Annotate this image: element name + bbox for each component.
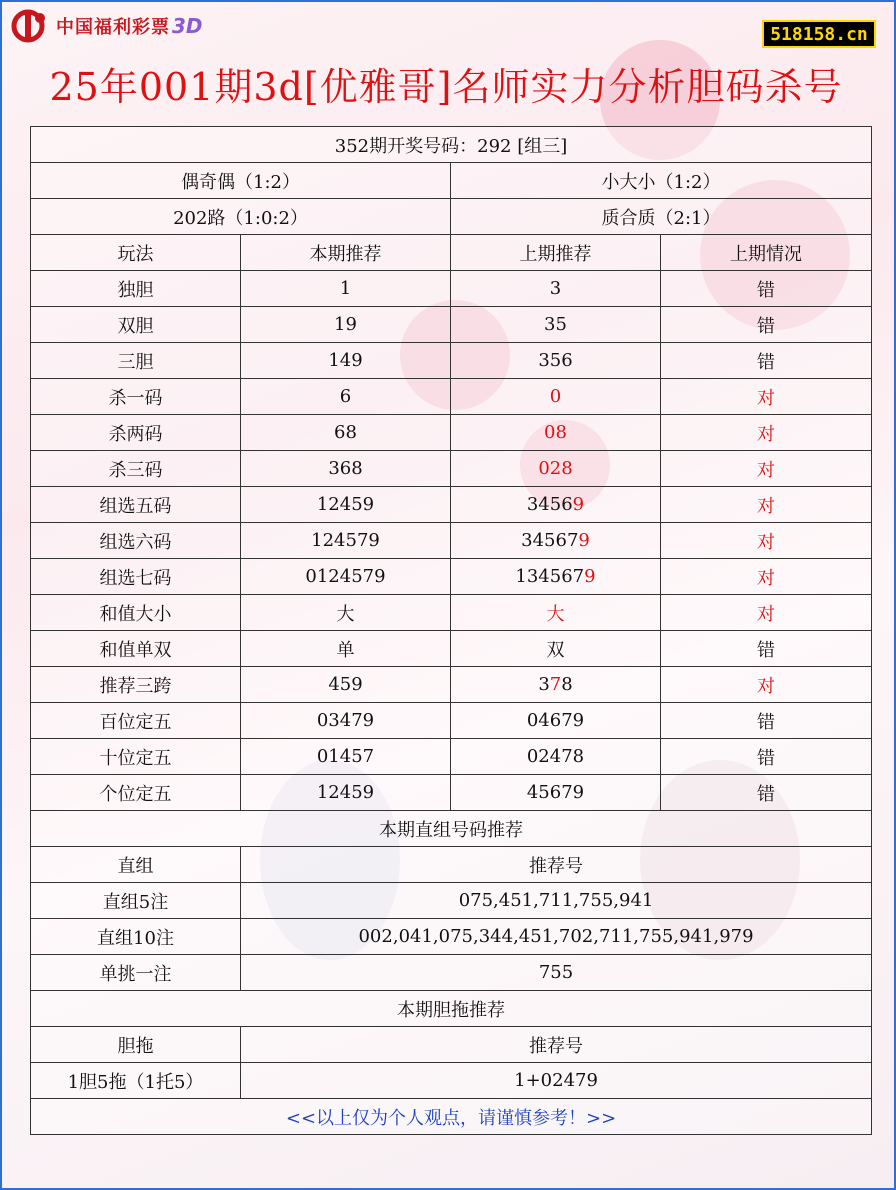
table-row [31, 307, 872, 343]
previous-pick-segment: 02478 [526, 746, 585, 767]
table-row [31, 451, 872, 487]
play-name: 直组5注 [31, 883, 241, 919]
draw-result: 352期开奖号码：292 [组三] [31, 127, 872, 163]
previous-result: 对 [661, 379, 872, 415]
previous-pick-segment: 3 [538, 674, 550, 695]
table-row [31, 919, 872, 955]
previous-pick-segment: 134567 [515, 566, 585, 587]
play-name: 组选五码 [31, 487, 241, 523]
previous-pick [451, 667, 661, 703]
draw-row [31, 127, 872, 163]
play-name: 直组10注 [31, 919, 241, 955]
table-row [31, 343, 872, 379]
lottery-logo-icon [10, 8, 50, 44]
previous-pick-segment: 9 [578, 530, 590, 551]
previous-result: 对 [661, 415, 872, 451]
previous-pick-segment: 08 [544, 422, 567, 443]
recommended-numbers: 002,041,075,344,451,702,711,755,941,979 [241, 919, 872, 955]
recommended-numbers: 1+02479 [241, 1063, 872, 1099]
previous-pick [451, 523, 661, 559]
play-name: 杀两码 [31, 415, 241, 451]
previous-pick-segment: 34567 [521, 530, 579, 551]
play-name: 单挑一注 [31, 955, 241, 991]
section-title: 本期直组号码推荐 [31, 811, 872, 847]
play-name: 推荐三跨 [31, 667, 241, 703]
previous-pick [451, 595, 661, 631]
play-name: 组选七码 [31, 559, 241, 595]
table-row [31, 415, 872, 451]
previous-pick [451, 559, 661, 595]
previous-pick [451, 703, 661, 739]
previous-pick-segment: 9 [584, 566, 596, 587]
previous-pick [451, 739, 661, 775]
section-title-row [31, 811, 872, 847]
analysis-table [30, 126, 872, 1135]
site-badge[interactable]: 518158.cn [762, 20, 876, 48]
table-row [31, 667, 872, 703]
previous-pick [451, 631, 661, 667]
current-pick: 大 [241, 595, 451, 631]
previous-result: 错 [661, 343, 872, 379]
previous-pick-segment: 3 [549, 278, 562, 299]
table-row [31, 955, 872, 991]
play-name: 十位定五 [31, 739, 241, 775]
column-header: 直组 [31, 847, 241, 883]
previous-result: 对 [661, 451, 872, 487]
current-pick: 149 [241, 343, 451, 379]
table-row [31, 1063, 872, 1099]
column-header: 玩法 [31, 235, 241, 271]
disclaimer-note: <<以上仅为个人观点，请谨慎参考！>> [31, 1099, 872, 1135]
play-name: 双胆 [31, 307, 241, 343]
section-title-row [31, 991, 872, 1027]
current-pick: 0124579 [241, 559, 451, 595]
section-title: 本期胆拖推荐 [31, 991, 872, 1027]
table-row [31, 883, 872, 919]
column-header: 推荐号 [241, 1027, 872, 1063]
previous-pick [451, 415, 661, 451]
previous-result: 错 [661, 775, 872, 811]
previous-result: 对 [661, 667, 872, 703]
lottery-logo [10, 8, 203, 44]
previous-pick [451, 451, 661, 487]
current-pick: 459 [241, 667, 451, 703]
table-row [31, 379, 872, 415]
previous-pick-segment: 7 [549, 674, 562, 695]
play-name: 三胆 [31, 343, 241, 379]
play-name: 杀一码 [31, 379, 241, 415]
section-header-row [31, 847, 872, 883]
previous-pick-segment: 8 [561, 674, 573, 695]
table-row [31, 775, 872, 811]
previous-pick-segment: 45679 [526, 782, 585, 803]
stat-cell: 小大小（1:2） [451, 163, 872, 199]
previous-pick [451, 343, 661, 379]
current-pick: 12459 [241, 775, 451, 811]
stats-row [31, 163, 872, 199]
previous-result: 错 [661, 307, 872, 343]
previous-result: 对 [661, 559, 872, 595]
previous-result: 错 [661, 703, 872, 739]
current-pick: 368 [241, 451, 451, 487]
previous-pick-segment: 028 [538, 458, 573, 479]
previous-pick [451, 379, 661, 415]
page-title: 25年001期3d[优雅哥]名师实力分析胆码杀号 [49, 65, 843, 109]
current-pick: 03479 [241, 703, 451, 739]
previous-pick-segment: 356 [538, 350, 573, 371]
section-header-row [31, 1027, 872, 1063]
previous-pick [451, 271, 661, 307]
current-pick: 6 [241, 379, 451, 415]
stat-cell: 质合质（2:1） [451, 199, 872, 235]
previous-result: 对 [661, 523, 872, 559]
column-header: 上期情况 [661, 235, 872, 271]
previous-pick [451, 775, 661, 811]
table-row [31, 559, 872, 595]
table-row [31, 271, 872, 307]
previous-result: 错 [661, 739, 872, 775]
stat-cell: 202路（1:0:2） [31, 199, 451, 235]
play-name: 个位定五 [31, 775, 241, 811]
column-header: 推荐号 [241, 847, 872, 883]
logo-text: 中国福利彩票 [56, 17, 170, 38]
stat-cell: 偶奇偶（1:2） [31, 163, 451, 199]
column-header: 上期推荐 [451, 235, 661, 271]
previous-result: 错 [661, 271, 872, 307]
column-header: 本期推荐 [241, 235, 451, 271]
play-name: 组选六码 [31, 523, 241, 559]
recommended-numbers: 075,451,711,755,941 [241, 883, 872, 919]
previous-pick [451, 487, 661, 523]
previous-pick-segment: 04679 [526, 710, 585, 731]
table-row [31, 595, 872, 631]
previous-pick [451, 307, 661, 343]
table-row [31, 487, 872, 523]
current-pick: 68 [241, 415, 451, 451]
current-pick: 12459 [241, 487, 451, 523]
previous-pick-segment: 9 [572, 494, 585, 515]
stats-row [31, 199, 872, 235]
previous-result: 对 [661, 595, 872, 631]
current-pick: 单 [241, 631, 451, 667]
table-row [31, 703, 872, 739]
current-pick: 01457 [241, 739, 451, 775]
play-name: 1胆5拖（1托5） [31, 1063, 241, 1099]
play-name: 和值单双 [31, 631, 241, 667]
previous-pick-segment: 大 [546, 603, 565, 625]
table-row [31, 523, 872, 559]
table-row [31, 631, 872, 667]
table-row [31, 739, 872, 775]
previous-pick-segment: 35 [544, 314, 567, 335]
recommended-numbers: 755 [241, 955, 872, 991]
footer-row [31, 1099, 872, 1135]
current-pick: 1 [241, 271, 451, 307]
logo-3d: 3D [172, 14, 203, 38]
play-name: 和值大小 [31, 595, 241, 631]
column-header: 胆拖 [31, 1027, 241, 1063]
previous-pick-segment: 双 [546, 639, 565, 661]
play-name: 百位定五 [31, 703, 241, 739]
current-pick: 19 [241, 307, 451, 343]
current-pick: 124579 [241, 523, 451, 559]
header-row [31, 235, 872, 271]
previous-result: 错 [661, 631, 872, 667]
previous-pick-segment: 0 [549, 386, 562, 407]
play-name: 独胆 [31, 271, 241, 307]
play-name: 杀三码 [31, 451, 241, 487]
previous-pick-segment: 3456 [526, 494, 573, 515]
previous-result: 对 [661, 487, 872, 523]
